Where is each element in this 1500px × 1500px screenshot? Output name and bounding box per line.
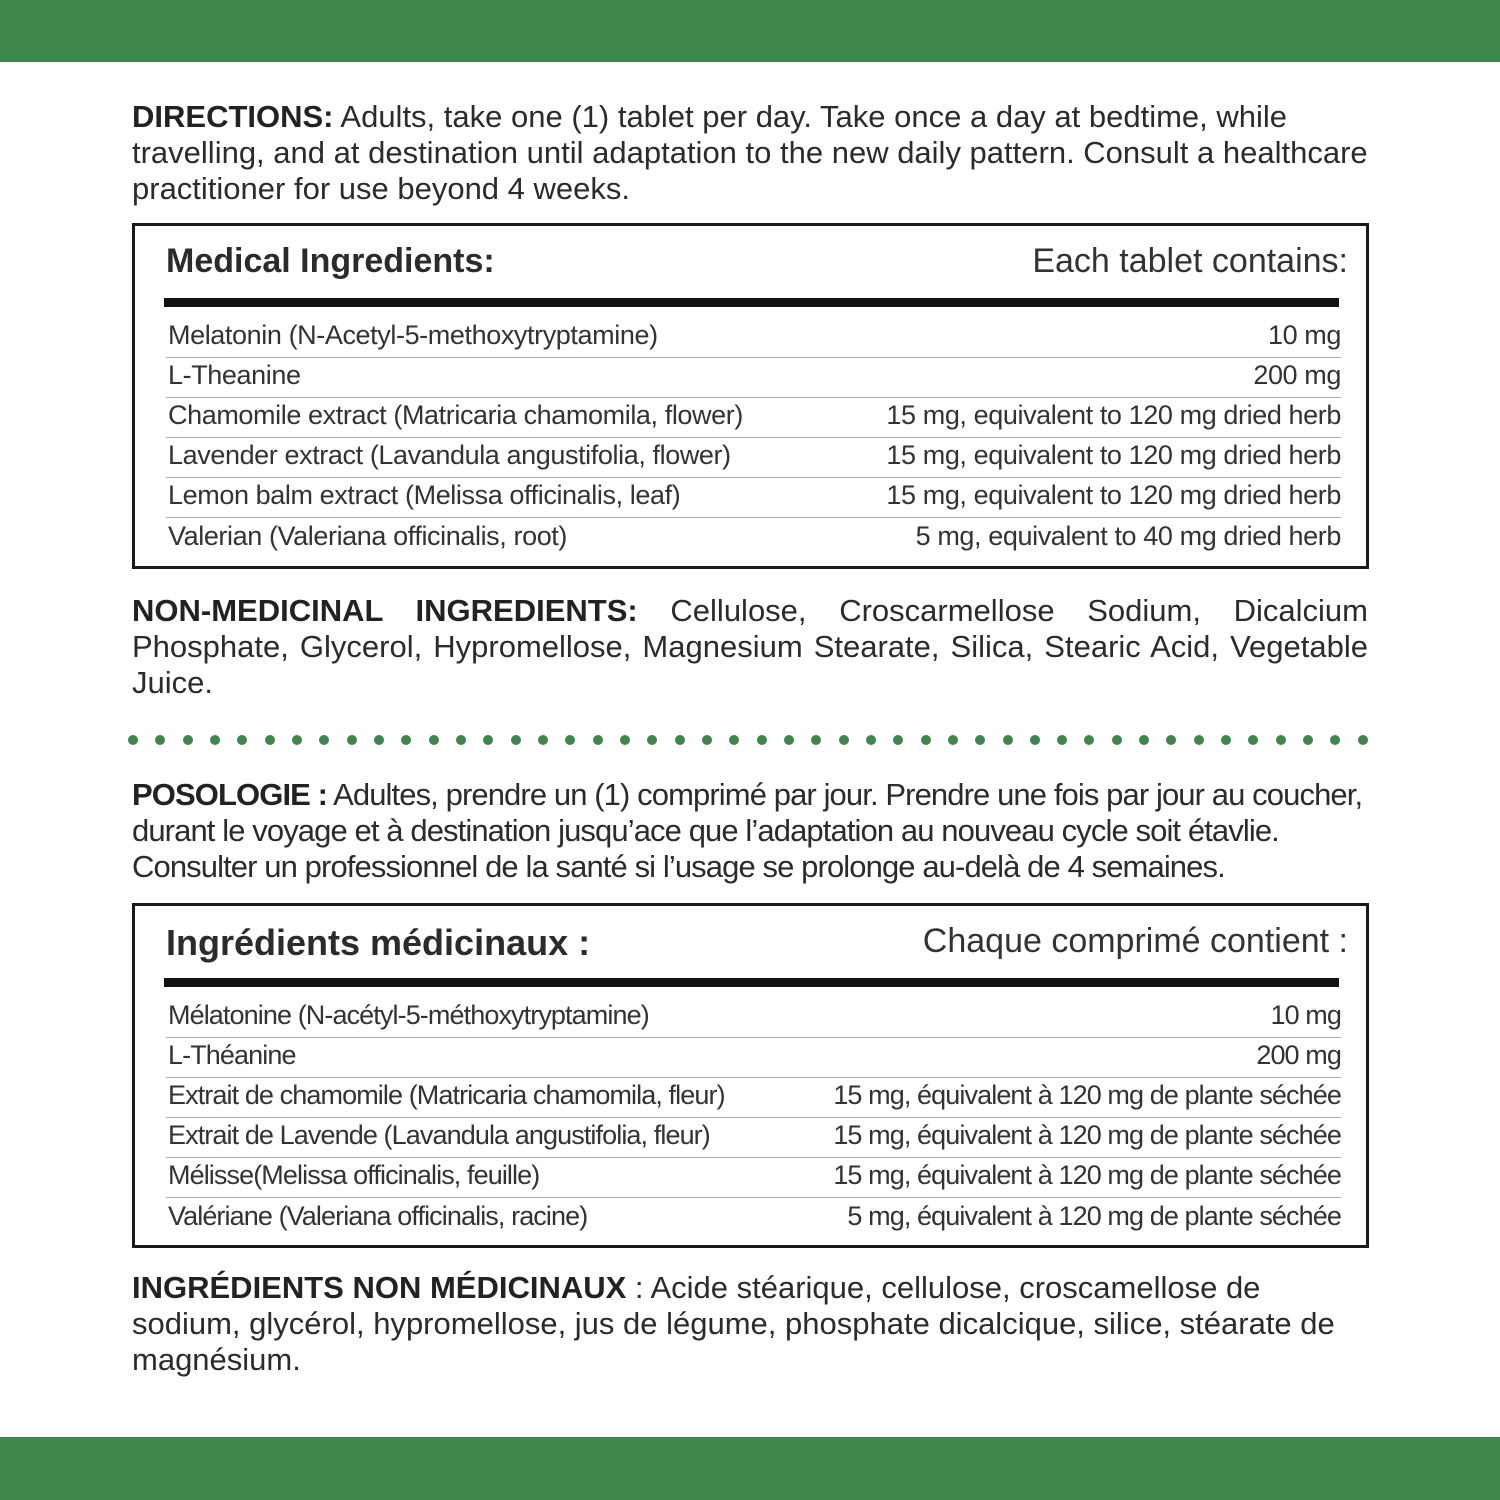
ingredient-amount: 15 mg, equivalent to 120 mg dried herb <box>886 440 1341 470</box>
ingredient-name: L-Théanine <box>168 1040 296 1070</box>
separator-dot <box>374 735 384 745</box>
separator-dot <box>1194 735 1204 745</box>
ingredient-name: L-Theanine <box>168 360 301 390</box>
ingredient-name: Melatonin (N-Acetyl-5-methoxytryptamine) <box>168 320 658 350</box>
facts-subtitle: Each tablet contains: <box>1032 242 1348 280</box>
separator-dot <box>729 735 739 745</box>
facts-rows <box>166 998 1341 1238</box>
facts-title: Medical Ingredients: <box>166 242 495 280</box>
facts-header <box>166 922 1348 966</box>
ingredients-medicinaux-table <box>132 903 1369 1248</box>
facts-rows <box>166 318 1341 558</box>
ingredient-name: Mélatonine (N-acétyl-5-méthoxytryptamine) <box>168 1000 649 1030</box>
separator-dot <box>237 735 247 745</box>
ingredient-name: Lemon balm extract (Melissa officinalis, leaf) <box>168 480 681 510</box>
ingredient-row <box>166 1118 1341 1158</box>
posologie-label: POSOLOGIE : <box>132 777 328 812</box>
separator-dot <box>1166 735 1176 745</box>
separator-dot <box>401 735 411 745</box>
separator-dot <box>538 735 548 745</box>
separator-dot <box>292 735 302 745</box>
non-medicinal-paragraph <box>132 593 1368 701</box>
separator-dot <box>866 735 876 745</box>
separator-dot <box>511 735 521 745</box>
ingredient-amount: 5 mg, equivalent to 40 mg dried herb <box>915 521 1341 551</box>
non-medicinal-text: Cellulose, Croscarmellose Sodium, Dicalcium Phosphate, Glycerol, Hypromellose, Magnesium Stearate, Silica, Stearic Acid, Vegetable Juice. <box>132 593 1368 700</box>
separator-dot <box>1084 735 1094 745</box>
ingredient-row <box>166 998 1341 1038</box>
ingredient-amount: 200 mg <box>1253 360 1341 390</box>
ingredient-amount: 10 mg <box>1270 1000 1341 1030</box>
separator-dot <box>210 735 220 745</box>
separator-dot <box>675 735 685 745</box>
ingredient-row <box>166 478 1341 518</box>
directions-paragraph <box>132 99 1372 207</box>
ingredient-row <box>166 1078 1341 1118</box>
separator-dot <box>1139 735 1149 745</box>
separator-dot <box>839 735 849 745</box>
separator-dot <box>155 735 165 745</box>
ingredient-row <box>166 398 1341 438</box>
ingredient-name: Lavender extract (Lavandula angustifolia, flower) <box>168 440 731 470</box>
facts-subtitle: Chaque comprimé contient : <box>922 922 1348 960</box>
separator-dot <box>429 735 439 745</box>
separator-dot <box>647 735 657 745</box>
separator-dot <box>319 735 329 745</box>
non-medicinaux-text: : Acide stéarique, cellulose, croscamellose de sodium, glycérol, hypromellose, jus de légume, phosphate dicalcique, silice, stéarate de magnésium. <box>132 1270 1335 1377</box>
non-medicinaux-paragraph <box>132 1270 1352 1378</box>
dotted-separator <box>128 732 1368 748</box>
separator-dot <box>183 735 193 745</box>
ingredient-name: Chamomile extract (Matricaria chamomila, flower) <box>168 400 743 430</box>
bottom-green-band <box>0 1437 1500 1500</box>
directions-text: Adults, take one (1) tablet per day. Take once a day at bedtime, while travelling, and at destination until adaptation to the new daily pattern. Consult a healthcare practitioner for use beyond 4 weeks. <box>132 99 1368 206</box>
separator-dot <box>1221 735 1231 745</box>
separator-dot <box>975 735 985 745</box>
separator-dot <box>265 735 275 745</box>
ingredient-amount: 10 mg <box>1267 320 1341 350</box>
ingredient-row <box>166 318 1341 358</box>
separator-dot <box>1003 735 1013 745</box>
separator-dot <box>784 735 794 745</box>
facts-thick-rule <box>164 978 1339 987</box>
ingredient-row <box>166 1038 1341 1078</box>
separator-dot <box>620 735 630 745</box>
directions-label: DIRECTIONS: <box>132 99 334 134</box>
separator-dot <box>1276 735 1286 745</box>
posologie-text: Adultes, prendre un (1) comprimé par jour. Prendre une fois par jour au coucher, durant le voyage et à destination jusqu’ace que l’adaptation au nouveau cycle soit étavlie. Consulter un professionnel de la santé si l’usage se prolonge au-delà de 4 semaines. <box>132 777 1363 884</box>
separator-dot <box>811 735 821 745</box>
separator-dot <box>483 735 493 745</box>
separator-dot <box>757 735 767 745</box>
ingredient-amount: 15 mg, equivalent to 120 mg dried herb <box>886 480 1341 510</box>
ingredient-name: Extrait de Lavende (Lavandula angustifolia, fleur) <box>168 1120 710 1150</box>
separator-dot <box>1358 735 1368 745</box>
separator-dot <box>1112 735 1122 745</box>
ingredient-row <box>166 438 1341 478</box>
separator-dot <box>893 735 903 745</box>
facts-title: Ingrédients médicinaux : <box>166 922 591 963</box>
facts-header <box>166 242 1348 286</box>
ingredient-amount: 15 mg, équivalent à 120 mg de plante séchée <box>833 1120 1341 1150</box>
ingredient-amount: 15 mg, equivalent to 120 mg dried herb <box>886 400 1341 430</box>
ingredient-name: Valériane (Valeriana officinalis, racine) <box>168 1201 588 1231</box>
ingredient-amount: 15 mg, équivalent à 120 mg de plante séchée <box>833 1160 1341 1190</box>
separator-dot <box>1248 735 1258 745</box>
ingredient-name: Valerian (Valeriana officinalis, root) <box>168 521 568 551</box>
separator-dot <box>921 735 931 745</box>
separator-dot <box>702 735 712 745</box>
ingredient-name: Mélisse(Melissa officinalis, feuille) <box>168 1160 540 1190</box>
separator-dot <box>456 735 466 745</box>
separator-dot <box>593 735 603 745</box>
posologie-paragraph <box>132 777 1382 885</box>
ingredient-row <box>166 1158 1341 1198</box>
ingredient-name: Extrait de chamomile (Matricaria chamomila, fleur) <box>168 1080 725 1110</box>
separator-dot <box>948 735 958 745</box>
ingredient-amount: 15 mg, équivalent à 120 mg de plante séchée <box>833 1080 1341 1110</box>
non-medicinal-label: NON-MEDICINAL INGREDIENTS: <box>132 593 638 628</box>
separator-dot <box>347 735 357 745</box>
ingredient-amount: 5 mg, équivalent à 120 mg de plante séchée <box>847 1201 1341 1231</box>
separator-dot <box>1057 735 1067 745</box>
facts-thick-rule <box>164 298 1339 307</box>
non-medicinaux-label: INGRÉDIENTS NON MÉDICINAUX <box>132 1270 627 1305</box>
ingredient-amount: 200 mg <box>1256 1040 1341 1070</box>
separator-dot <box>565 735 575 745</box>
separator-dot <box>128 735 138 745</box>
ingredient-row <box>166 358 1341 398</box>
ingredient-row <box>166 1198 1341 1238</box>
separator-dot <box>1303 735 1313 745</box>
top-green-band <box>0 0 1500 62</box>
medical-ingredients-table <box>132 223 1369 569</box>
ingredient-row <box>166 518 1341 558</box>
separator-dot <box>1330 735 1340 745</box>
separator-dot <box>1030 735 1040 745</box>
